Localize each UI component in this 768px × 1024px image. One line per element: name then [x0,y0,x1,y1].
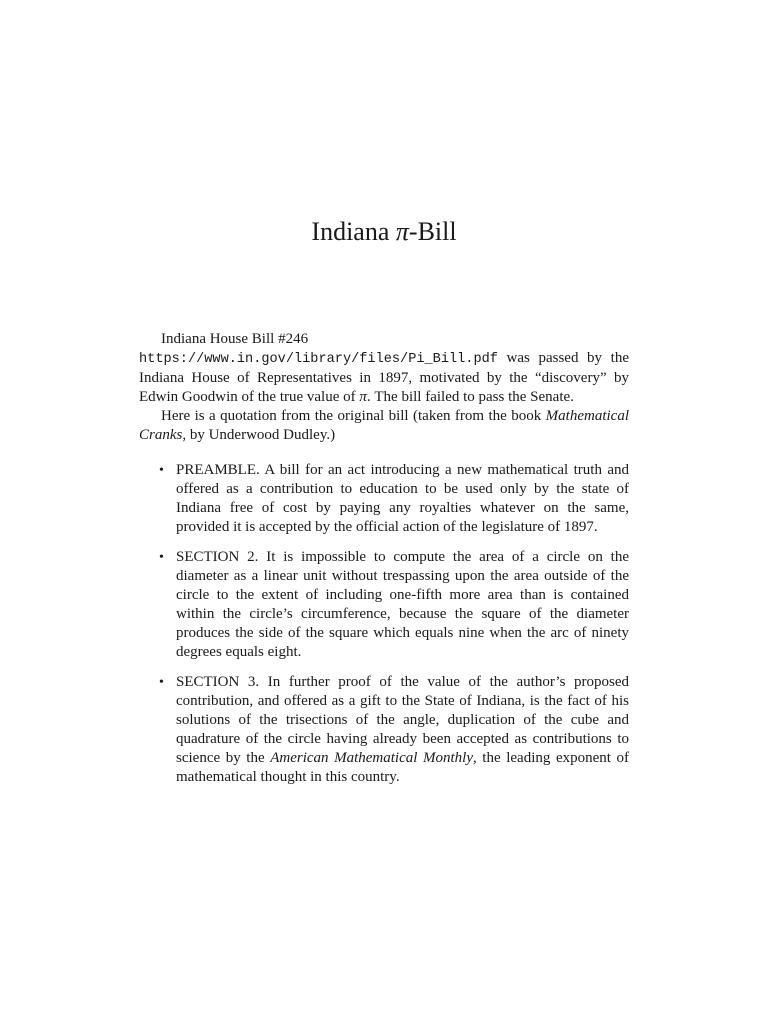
preamble-text: PREAMBLE. A bill for an act introducing a new mathematical truth and offered as a contribution to education to be used only by the state of Indiana free of cost by paying any royalties whatever on the same, provided it is accepted by the official action of the legislature of 1897. [176,462,629,535]
intro-text: was passed by the Indiana House of Representatives in 1897, motivated by the “discovery” by Edwin Goodwin of the true value of [139,350,629,405]
title-suffix: -Bill [408,217,457,246]
document-body [139,330,629,798]
section-2-text: SECTION 2. It is impossible to compute the area of a circle on the diameter as a linear unit without trespassing upon the area outside of the circle to the extent of including one-fifth more area than is contained within the circle’s circumference, because the square of the diameter produces the side of the square which equals nine when the arc of ninety degrees equals eight. [176,549,629,660]
bill-sections-list [139,461,629,787]
page-title [139,214,629,250]
bullet-icon: • [159,550,164,565]
list-item-section-2 [139,548,629,662]
section-3-text: SECTION 3. In further proof of the value of the author’s proposed contribution, and offered as a gift to the State of Indiana, is the fact of his solutions of the trisections of the angle, duplication of the cube and quadrature of the circle having already been accepted as contributions to science by the [176,674,629,766]
quote-intro-paragraph [139,407,629,445]
quote-intro-text-end: , by Underwood Dudley.) [182,427,336,443]
bullet-icon: • [159,463,164,478]
intro-pi-symbol: π [359,389,367,405]
quote-intro-text: Here is a quotation from the original bill (taken from the book [161,408,546,424]
book-title: Mathematical Cranks [139,408,629,443]
list-item-section-3 [139,673,629,787]
title-prefix: Indiana [311,217,396,246]
intro-paragraph [139,330,629,407]
list-item-preamble [139,461,629,537]
document-page [139,0,629,1024]
journal-title: American Mathematical Monthly [270,750,473,766]
bill-number: Indiana House Bill #246 [161,331,309,347]
intro-text-end: . The bill failed to pass the Senate. [366,389,574,405]
title-pi-symbol: π [395,217,409,246]
bullet-icon: • [159,675,164,690]
section-3-text-end: , the leading exponent of mathematical thought in this country. [176,750,629,785]
bill-url-link[interactable]: https://www.in.gov/library/files/Pi_Bill.pdf [139,352,498,367]
